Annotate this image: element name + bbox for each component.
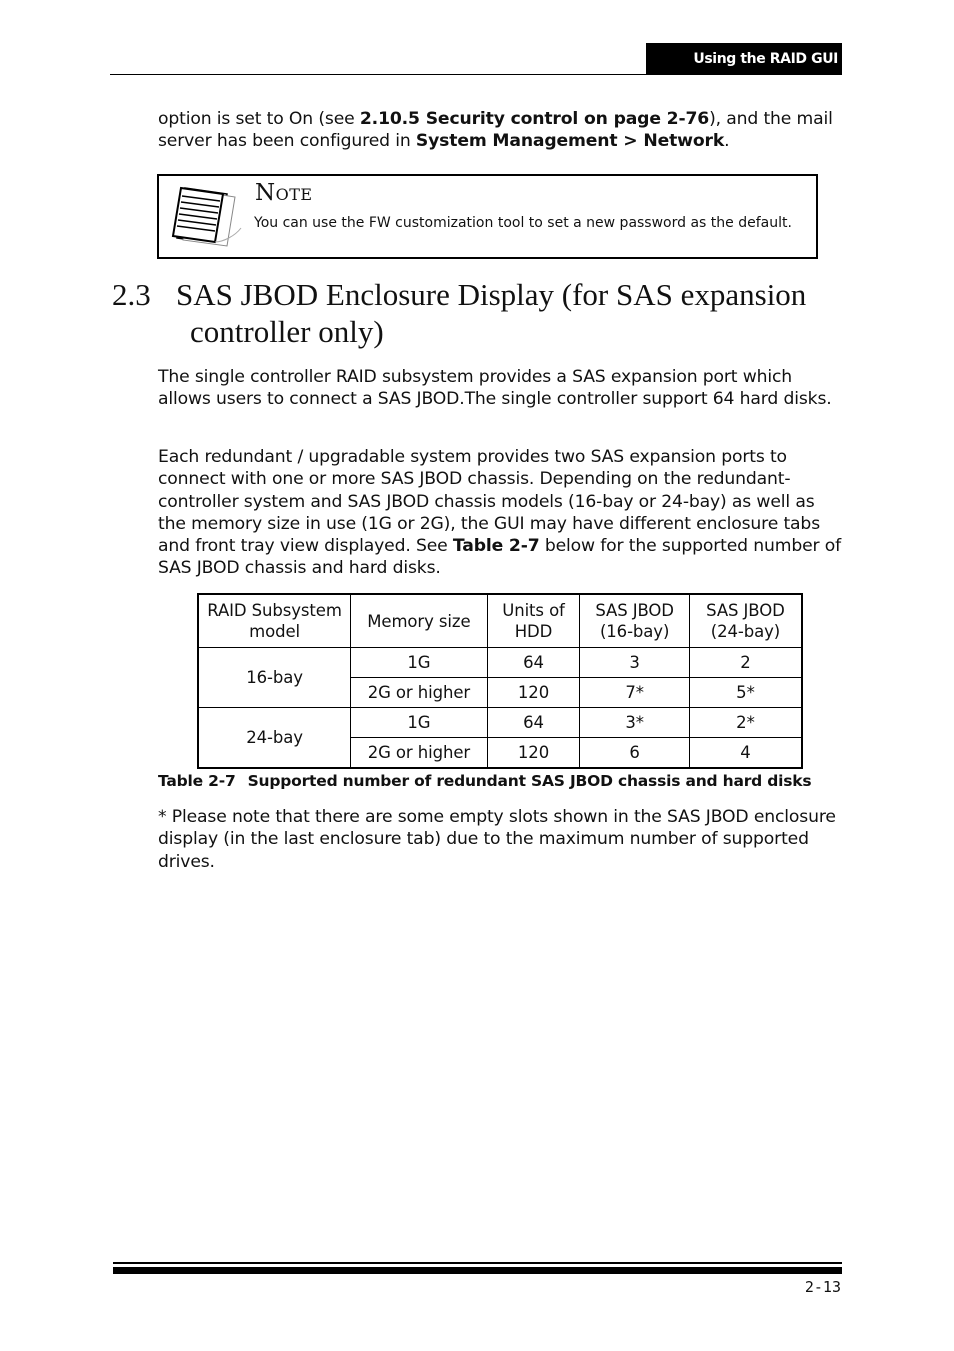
intro-text-end: . bbox=[724, 131, 730, 152]
table-cell: 64 bbox=[487, 648, 580, 678]
table-row bbox=[198, 648, 802, 678]
running-header-title: Using the RAID GUI bbox=[693, 50, 838, 67]
table-cell: 3* bbox=[580, 708, 690, 738]
section-heading bbox=[112, 276, 842, 350]
footnote-paragraph: * Please note that there are some empty slots shown in the SAS JBOD enclosure display (in the last enclosure tab) due to the maximum number of supported drives. bbox=[158, 807, 836, 872]
jbod-support-table bbox=[197, 593, 803, 769]
section-title-line2: controller only) bbox=[190, 314, 384, 349]
table-cell: 64 bbox=[487, 708, 580, 738]
intro-paragraph bbox=[158, 108, 842, 153]
header-rule bbox=[110, 74, 842, 75]
table-cell: 2G or higher bbox=[351, 678, 488, 708]
notepad-icon bbox=[165, 184, 245, 248]
running-header bbox=[646, 43, 842, 74]
footer-rule-thick bbox=[113, 1267, 842, 1274]
table-cell: 120 bbox=[487, 738, 580, 769]
table-cell: 1G bbox=[351, 708, 488, 738]
table-cell: 2* bbox=[689, 708, 802, 738]
table-row bbox=[198, 708, 802, 738]
paragraph2-table-reference: Table 2-7 bbox=[452, 536, 540, 557]
page-number: 2-13 bbox=[804, 1278, 841, 1296]
table-cell: 4 bbox=[689, 738, 802, 769]
section-title-line1: SAS JBOD Enclosure Display (for SAS expansion bbox=[176, 277, 807, 312]
table-cell: 7* bbox=[580, 678, 690, 708]
table-cell: 2 bbox=[689, 648, 802, 678]
section-number: 2.3 bbox=[112, 277, 151, 312]
note-text: You can use the FW customization tool to set a new password as the default. bbox=[254, 215, 792, 231]
header-jbod-16: SAS JBOD (16-bay) bbox=[580, 594, 690, 648]
note-title: Note bbox=[255, 180, 313, 206]
intro-text: option is set to On (see bbox=[158, 109, 360, 129]
header-memory: Memory size bbox=[351, 594, 488, 648]
intro-menu-path: System Management > Network bbox=[415, 131, 725, 152]
paragraph2-text: Each redundant / upgradable system provides two SAS expansion ports to connect with one or more SAS JBOD chassis. Depending on the redundant-controller system and SAS JBOD chassis models (16-bay or 24-bay) as well as the memory size in use (1G or 2G), the GUI may have different enclosure tabs and front tray view displayed. See bbox=[158, 447, 820, 557]
header-hdd-units: Units of HDD bbox=[487, 594, 580, 648]
footer-rule-thin bbox=[113, 1262, 842, 1264]
table-cell: 1G bbox=[351, 648, 488, 678]
table-cell: 3 bbox=[580, 648, 690, 678]
intro-text-middle: ), and the mail server has been configured in bbox=[158, 109, 833, 152]
table-caption-text: Supported number of redundant SAS JBOD chassis and hard disks bbox=[247, 772, 812, 790]
table-caption bbox=[158, 772, 858, 790]
table-caption-label: Table 2-7 bbox=[158, 772, 236, 790]
table-cell: 6 bbox=[580, 738, 690, 769]
paragraph2-text-end: below for the supported number of SAS JBOD chassis and hard disks. bbox=[158, 536, 842, 579]
note-box bbox=[157, 174, 818, 259]
paragraph-redundant-system bbox=[158, 446, 842, 580]
table-cell: 2G or higher bbox=[351, 738, 488, 769]
header-jbod-24: SAS JBOD (24-bay) bbox=[689, 594, 802, 648]
header-model: RAID Subsystem model bbox=[198, 594, 351, 648]
table-header-row bbox=[198, 594, 802, 648]
intro-reference: 2.10.5 Security control on page 2-76 bbox=[359, 109, 710, 129]
table-cell: 5* bbox=[689, 678, 802, 708]
model-cell: 16-bay bbox=[198, 648, 351, 708]
table-cell: 120 bbox=[487, 678, 580, 708]
paragraph-single-controller: The single controller RAID subsystem provides a SAS expansion port which allows users to connect a SAS JBOD.The single controller support 64 hard disks. bbox=[158, 367, 832, 410]
model-cell: 24-bay bbox=[198, 708, 351, 769]
